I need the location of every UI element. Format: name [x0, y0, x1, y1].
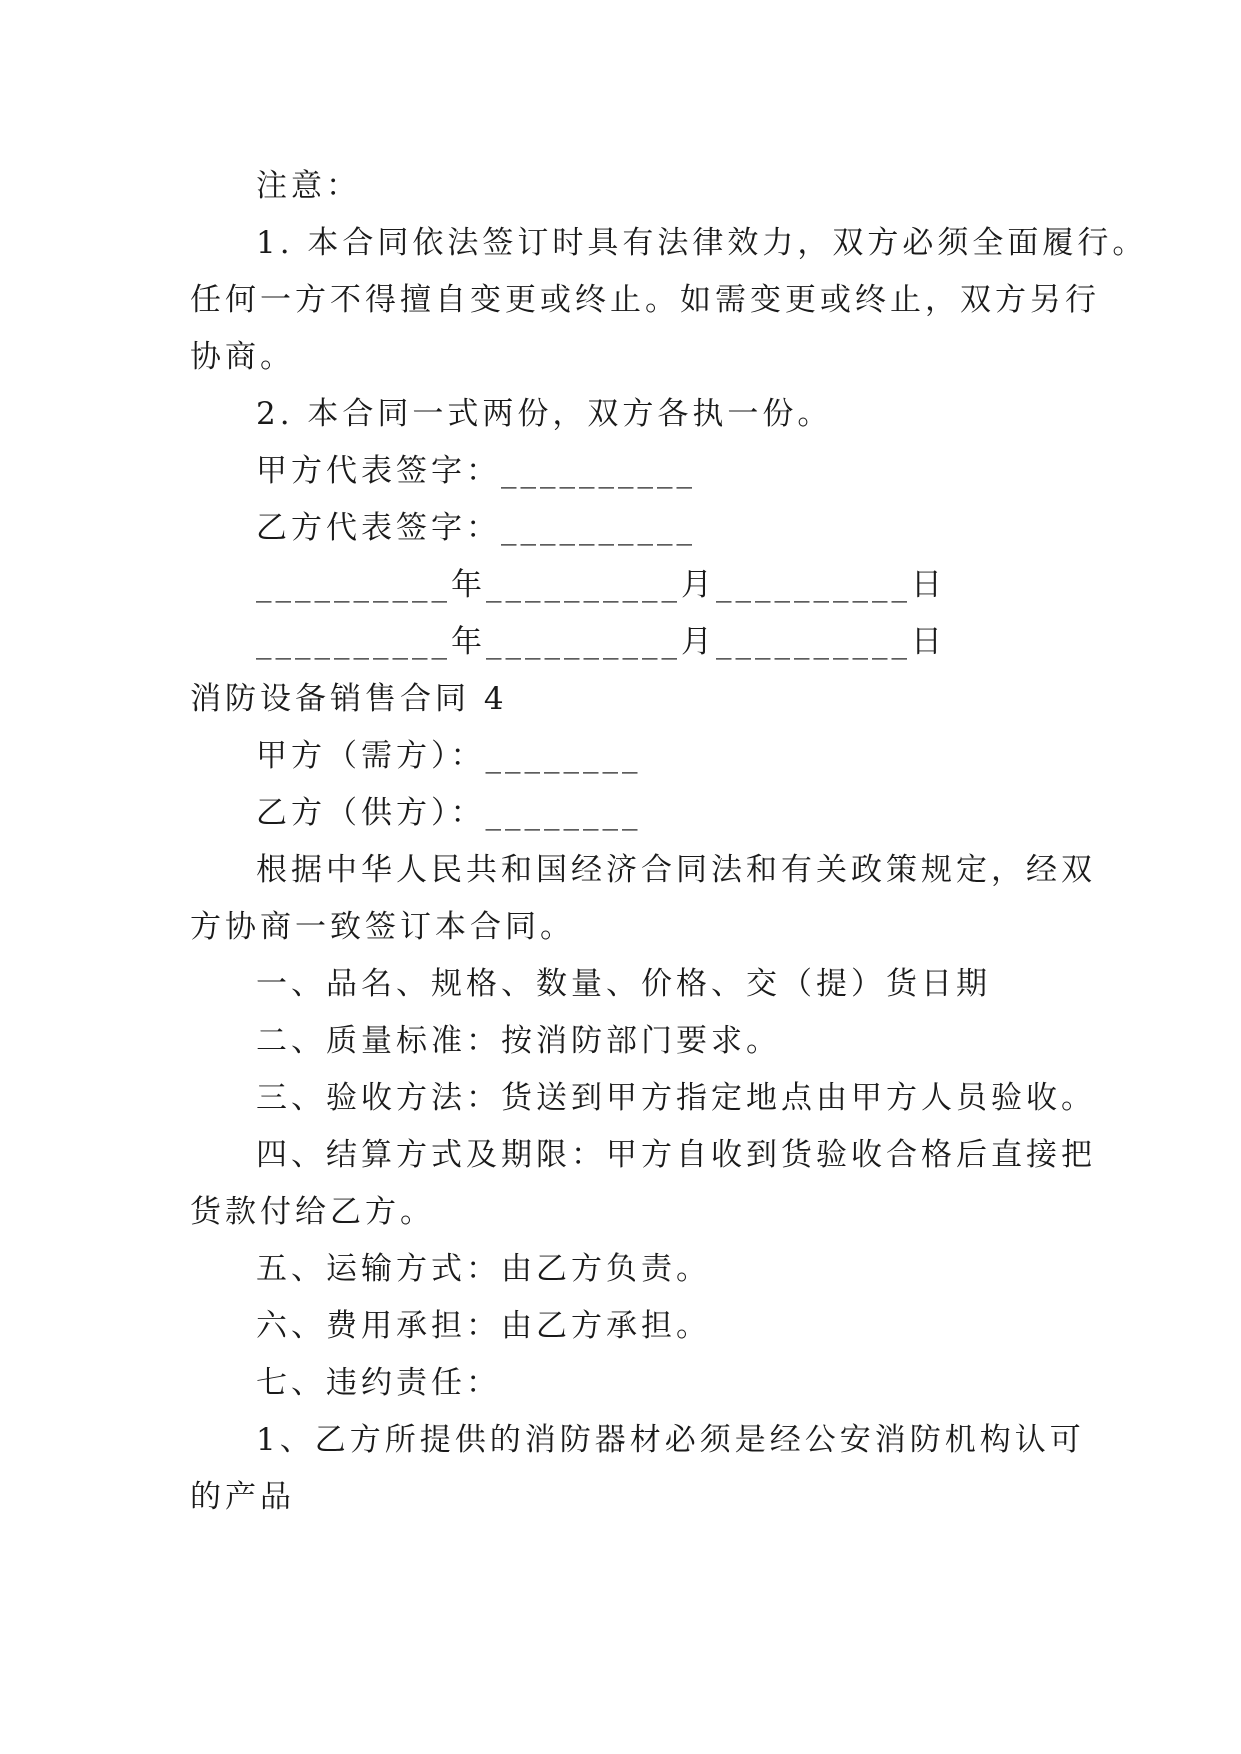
notice-item-1-line-2: 任何一方不得擅自变更或终止。如需变更或终止，双方另行	[190, 282, 1100, 318]
clause-5: 五、运输方式：由乙方负责。	[256, 1251, 711, 1287]
notice-item-1-line-1: 1. 本合同依法签订时具有法律效力，双方必须全面履行。	[256, 225, 1148, 261]
date-line-2: __________年__________月__________日	[256, 624, 946, 660]
party-a-signature-line: 甲方代表签字：__________	[256, 453, 696, 489]
clause-2: 二、质量标准：按消防部门要求。	[256, 1023, 781, 1059]
party-b-signature-line: 乙方代表签字：__________	[256, 510, 696, 546]
preamble-line-2: 方协商一致签订本合同。	[190, 909, 575, 945]
notice-item-1-line-3: 协商。	[190, 339, 295, 375]
clause-7-item-1-line-2: 的产品	[190, 1479, 295, 1515]
date-line-1: __________年__________月__________日	[256, 567, 946, 603]
clause-4-line-1: 四、结算方式及期限：甲方自收到货验收合格后直接把	[256, 1137, 1096, 1173]
clause-7-heading: 七、违约责任：	[256, 1365, 501, 1401]
clause-3: 三、验收方法：货送到甲方指定地点由甲方人员验收。	[256, 1080, 1096, 1116]
party-a-buyer-line: 甲方（需方）：________	[256, 738, 642, 774]
clause-1: 一、品名、规格、数量、价格、交（提）货日期	[256, 966, 991, 1002]
notice-item-2: 2. 本合同一式两份，双方各执一份。	[256, 396, 833, 432]
preamble-line-1: 根据中华人民共和国经济合同法和有关政策规定，经双	[256, 852, 1096, 888]
clause-6: 六、费用承担：由乙方承担。	[256, 1308, 711, 1344]
contract-title: 消防设备销售合同 4	[190, 681, 508, 717]
clause-4-line-2: 货款付给乙方。	[190, 1194, 435, 1230]
party-b-supplier-line: 乙方（供方）：________	[256, 795, 642, 831]
clause-7-item-1-line-1: 1、乙方所提供的消防器材必须是经公安消防机构认可	[256, 1422, 1085, 1458]
notice-heading: 注意：	[256, 168, 361, 204]
